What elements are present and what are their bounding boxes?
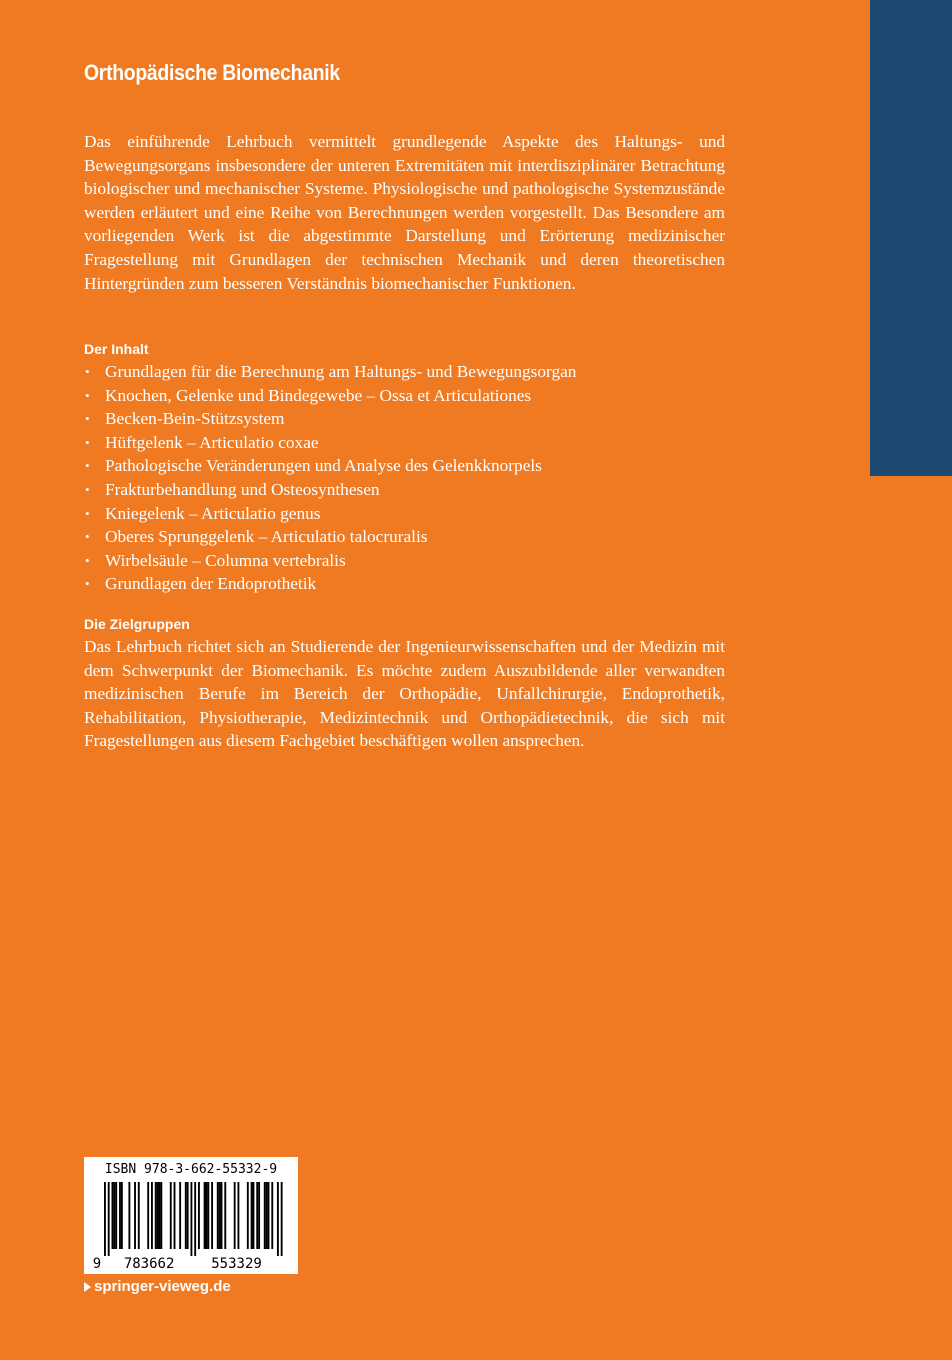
book-description: Das einführende Lehrbuch vermittelt grundlegende Aspekte des Haltungs- und Bewegungsorgans insbesondere der unteren Extremitäten mit interdisziplinärer Betrachtung biologischer und mechanischer Systeme. Physiologische und pathologische Systemzustände werden erläutert und eine Reihe von Berechnungen werden vorgestellt. Das Besondere am vorliegenden Werk ist die abgestimmte Darstellung und Erörterung medizinischer Fragestellung mit Grundlagen der technischen Mechanik und deren theoretischen Hintergründen zum besseren Verständnis biomechanischer Funktionen. — [84, 132, 725, 293]
list-item — [84, 360, 576, 384]
audience-description: Das Lehrbuch richtet sich an Studierende der Ingenieurwissenschaften und der Medizin mit dem Schwerpunkt der Biomechanik. Es möchte zudem Auszubildende aller verwandten medizinischen Berufe im Bereich der Orthopädie, Unfallchirurgie, Endoprothetik, Rehabilitation, Physiotherapie, Medizintechnik und Orthopädietechnik, die sich mit Fragestellungen aus diesem Fachgebiet beschäftigen wollen ansprechen. — [84, 637, 725, 751]
barcode-bar — [160, 1182, 162, 1249]
list-item-label: Grundlagen der Endoprothetik — [105, 574, 317, 594]
bullet-icon: • — [85, 529, 90, 545]
bullet-icon: • — [85, 505, 90, 521]
barcode-bar — [155, 1182, 157, 1249]
barcode-bar — [217, 1182, 219, 1249]
arrow-right-icon — [84, 1282, 91, 1292]
isbn-barcode — [84, 1157, 298, 1274]
barcode-bar — [121, 1182, 123, 1249]
barcode-bar — [157, 1182, 159, 1249]
barcode-bar — [253, 1182, 255, 1249]
barcode-bar — [187, 1182, 189, 1249]
barcode-bar — [206, 1182, 208, 1249]
list-item — [84, 454, 576, 478]
bullet-icon: • — [85, 458, 90, 474]
barcode-bar — [174, 1182, 176, 1249]
list-item-label: Oberes Sprunggelenk – Articulatio talocruralis — [105, 527, 428, 547]
bullet-icon: • — [85, 387, 90, 403]
bullet-icon: • — [85, 481, 90, 497]
bullet-icon: • — [85, 364, 90, 379]
bullet-icon: • — [85, 576, 90, 592]
barcode-bar — [266, 1182, 268, 1249]
barcode-bar — [198, 1182, 200, 1249]
contents-list — [84, 360, 576, 596]
barcode-bar — [112, 1182, 114, 1249]
barcode-bar — [256, 1182, 258, 1249]
publisher-link[interactable] — [84, 1278, 231, 1295]
list-item — [84, 384, 576, 408]
barcode-bar — [134, 1182, 136, 1249]
barcode-bar — [277, 1182, 279, 1256]
barcode-digits: 553329 — [211, 1256, 262, 1272]
barcode-bar — [211, 1182, 213, 1249]
barcode-bar — [190, 1182, 192, 1256]
barcode-bar — [264, 1182, 266, 1249]
contents-heading: Der Inhalt — [84, 341, 149, 357]
bullet-icon: • — [85, 552, 90, 568]
barcode-bar — [151, 1182, 153, 1249]
side-color-band — [870, 0, 952, 476]
bullet-icon: • — [85, 434, 90, 450]
barcode-bar — [247, 1182, 249, 1249]
publisher-link-text: springer-vieweg.de — [94, 1278, 231, 1295]
barcode-digits: 9 — [92, 1256, 102, 1272]
barcode-bar — [119, 1182, 121, 1249]
list-item-label: Becken-Bein-Stützsystem — [105, 409, 285, 429]
barcode-bar — [234, 1182, 236, 1249]
barcode-bar — [221, 1182, 223, 1249]
barcode-bar — [115, 1182, 117, 1249]
barcode-bars — [84, 1157, 298, 1274]
barcode-bar — [258, 1182, 260, 1249]
barcode-bar — [281, 1182, 283, 1256]
list-item — [84, 572, 576, 596]
barcode-bar — [147, 1182, 149, 1249]
list-item — [84, 525, 576, 549]
barcode-bar — [170, 1182, 172, 1249]
isbn-label: ISBN 978-3-662-55332-9 — [104, 1162, 278, 1177]
barcode-bar — [204, 1182, 206, 1249]
list-item-label: Kniegelenk – Articulatio genus — [105, 503, 321, 523]
barcode-bar — [224, 1182, 226, 1249]
list-item-label: Wirbelsäule – Columna vertebralis — [105, 550, 346, 570]
barcode-bar — [219, 1182, 221, 1249]
list-item-label: Frakturbehandlung und Osteosynthesen — [105, 479, 380, 499]
barcode-bar — [268, 1182, 270, 1249]
barcode-bar — [251, 1182, 253, 1249]
audience-heading: Die Zielgruppen — [84, 616, 190, 632]
barcode-bar — [108, 1182, 110, 1256]
list-item-label: Hüftgelenk – Articulatio coxae — [105, 432, 319, 452]
list-item — [84, 478, 576, 502]
list-item — [84, 549, 576, 573]
list-item-label: Pathologische Veränderungen und Analyse des Gelenkknorpels — [105, 456, 542, 476]
barcode-bar — [138, 1182, 140, 1249]
barcode-bar — [128, 1182, 130, 1249]
barcode-bar — [104, 1182, 106, 1256]
barcode-digits: 783662 — [123, 1256, 175, 1272]
barcode-bar — [179, 1182, 181, 1249]
list-item — [84, 407, 576, 431]
barcode-bar — [113, 1182, 115, 1249]
barcode-bar — [159, 1182, 161, 1249]
barcode-bar — [271, 1182, 273, 1249]
list-item — [84, 431, 576, 455]
list-item — [84, 502, 576, 526]
barcode-bar — [207, 1182, 209, 1249]
list-item-label: Knochen, Gelenke und Bindegewebe – Ossa et Articulationes — [105, 385, 532, 405]
book-title: Orthopädische Biomechanik — [84, 60, 340, 85]
list-item-label: Grundlagen für die Berechnung am Haltungs- und Bewegungsorgan — [105, 362, 577, 381]
barcode-bar — [237, 1182, 239, 1249]
barcode-bar — [194, 1182, 196, 1256]
barcode-bar — [185, 1182, 187, 1249]
bullet-icon: • — [85, 411, 90, 427]
